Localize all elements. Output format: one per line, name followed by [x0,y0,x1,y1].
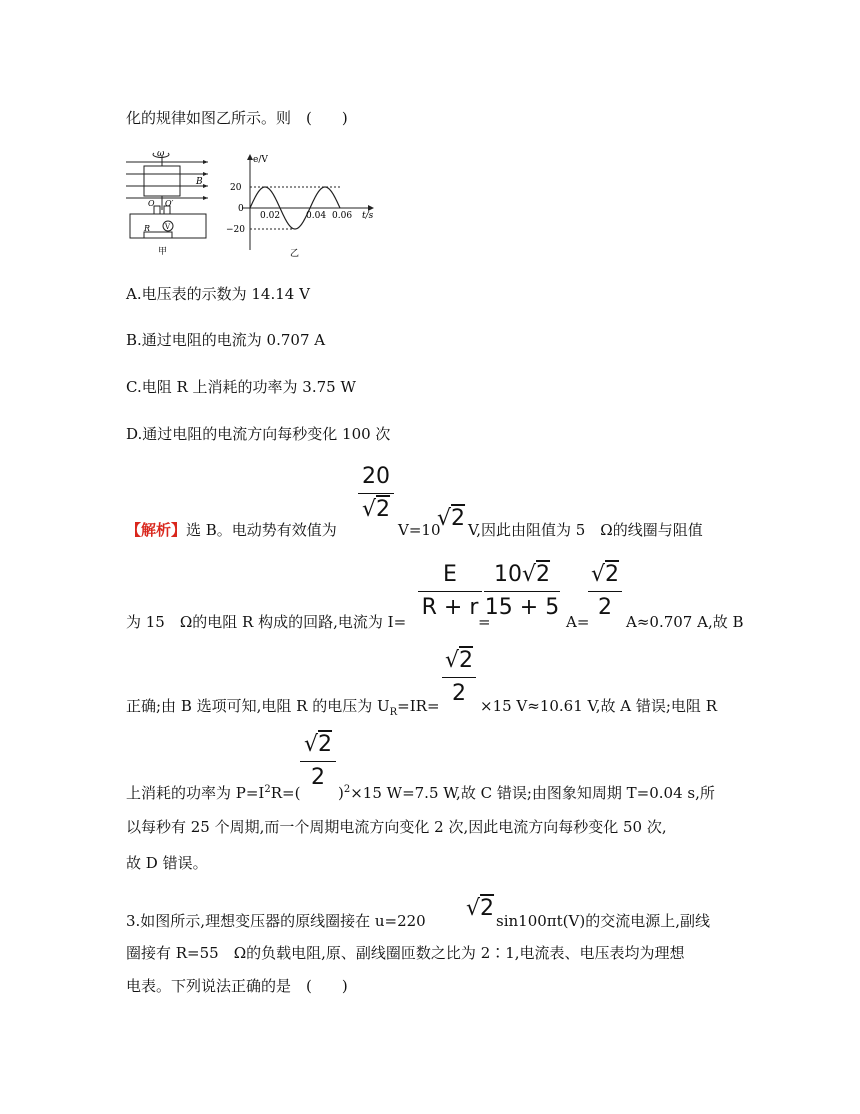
x-tick-006: 0.06 [332,211,353,221]
sqrt-2-q3: √2 [466,896,495,921]
fraction-sqrt2-over-2-c: √2 2 [300,730,336,793]
fraction-10sqrt2-over-20: 10√2 15 + 5 [484,562,560,620]
analysis-line-6: 故 D 错误。 [126,854,208,872]
y-axis-label: e/V [253,155,268,165]
y-tick-20: 20 [230,183,242,193]
o2-label: O′ [165,199,174,208]
fig-yi-label: 乙 [290,249,300,259]
fraction-e-over-r: E R + r [418,560,482,623]
q3-line-1a: 3.如图所示,理想变压器的原线圈接在 u=220 [126,912,426,930]
option-c: C.电阻 R 上消耗的功率为 3.75 W [126,378,356,396]
r-label: R [144,224,151,233]
analysis-l3-c: ×15 V≈10.61 V,故 A 错误;电阻 R [480,697,717,715]
analysis-l2-b: = [478,613,491,631]
analysis-l1-c: V,因此由阻值为 5 Ω的线圈与阻值 [468,521,703,539]
analysis-l2-d: A≈0.707 A,故 B [626,613,744,631]
analysis-l3-a: 正确;由 B 选项可知,电阻 R 的电压为 $U_R=IR=$ [126,697,440,718]
x-axis-label: t/s [362,211,374,221]
y-tick-neg20: −20 [226,225,245,235]
fraction-sqrt2-over-2-b: √2 2 [442,646,476,709]
emf-sine-chart [220,150,380,260]
q3-line-3: 电表。下列说法正确的是 ( ) [126,977,348,995]
q3-line-2: 圈接有 R=55 Ω的负载电阻,原、副线圈匝数之比为 2∶1,电流表、电压表均为理想 [126,944,685,962]
analysis-l2-c: A= [566,613,590,631]
fraction-20-over-sqrt2: 20 √2 [358,462,394,525]
b-label: B [196,177,203,187]
option-a: A.电压表的示数为 14.14 V [126,285,310,303]
analysis-l4-a: 上消耗的功率为 $P=I^2R=$( [126,784,301,802]
intro-text: 化的规律如图乙所示。则 ( ) [126,109,348,127]
analysis-line-5: 以每秒有 25 个周期,而一个周期电流方向变化 2 次,因此电流方向每秒变化 50 次, [126,818,667,836]
y-tick-0: 0 [238,204,244,214]
q3-line-1b: sin100πt(V)的交流电源上,副线 [496,912,710,930]
analysis-l4-d: )$^2$×15 W=7.5 W,故 C 错误;由图象知周期 T=0.04 s,所 [338,784,715,802]
x-tick-002: 0.02 [260,211,281,221]
generator-diagram [124,148,214,260]
sqrt-2-a: √2 [437,506,466,531]
analysis-l2-a: 为 15 Ω的电阻 R 构成的回路,电流为 I= [126,613,407,631]
fig-jia-label: 甲 [158,247,168,257]
option-b: B.通过电阻的电流为 0.707 A [126,331,326,349]
analysis-l1-b: V=10 [398,521,441,539]
option-d: D.通过电阻的电流方向每秒变化 100 次 [126,425,391,443]
o-label: O [148,199,155,208]
omega-label: ω [157,149,165,159]
analysis-line-1: 【解析】选 B。电动势有效值为 [126,521,337,539]
fraction-sqrt2-over-2-a: √2 2 [588,560,622,623]
analysis-tag: 【解析】 [126,521,187,539]
x-tick-004: 0.04 [306,211,327,221]
voltmeter-label: V [165,223,171,231]
